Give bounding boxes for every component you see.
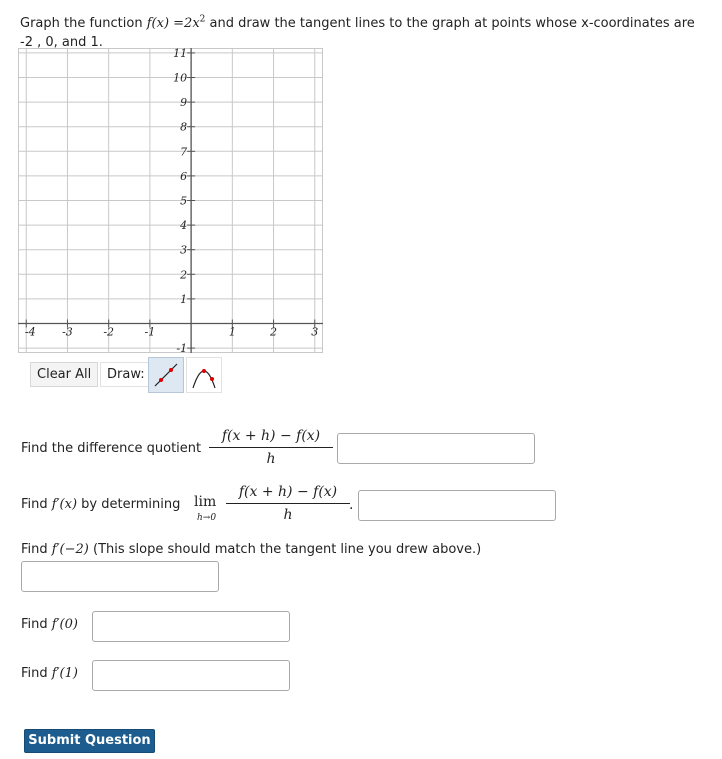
q2-period: . — [349, 497, 354, 513]
y-tick-label: 1 — [180, 292, 188, 306]
y-tick-label: 3 — [180, 243, 188, 257]
question-prompt — [20, 14, 715, 52]
parabola-tool-button[interactable] — [186, 357, 222, 393]
q2-lim: lim — [194, 494, 217, 510]
q1-denominator: h — [266, 451, 276, 467]
q5-expr: f′(1) — [51, 666, 78, 681]
x-tick-label: -3 — [62, 325, 73, 339]
clear-all-button[interactable]: Clear All — [30, 362, 98, 387]
function-exponent: 2 — [199, 14, 206, 25]
line-tool-icon — [149, 358, 183, 392]
q2-answer-input[interactable] — [358, 490, 556, 521]
x-tick-label: 2 — [270, 325, 278, 339]
q2-lim-sub: h→0 — [197, 513, 217, 523]
prompt-line2: -2 , 0, and 1. — [20, 35, 103, 50]
y-tick-label: 10 — [173, 71, 188, 85]
x-tick-label: -1 — [144, 325, 156, 339]
function-expression: $f(x) =2x^2$ — [146, 14, 206, 31]
q2-denominator: h — [283, 507, 293, 523]
y-tick-label: 5 — [180, 194, 188, 208]
q1-numerator: f(x + h) − f(x) — [221, 428, 321, 444]
q3-expr: f′(−2) — [51, 542, 89, 557]
q3-label: Find f′(−2) (This slope should match the tangent line you drew above.) — [21, 542, 482, 557]
q1-answer-input[interactable] — [337, 433, 535, 464]
y-tick-label: 9 — [180, 96, 188, 110]
y-tick-label: 6 — [180, 169, 188, 183]
q2-label: Find f′(x) by determining — [21, 497, 181, 512]
q5-answer-input[interactable] — [92, 660, 290, 691]
x-tick-label: 1 — [228, 325, 236, 339]
y-tick-label: 2 — [180, 268, 188, 282]
y-tick-label: 7 — [180, 145, 188, 159]
q4-answer-input[interactable] — [92, 611, 290, 642]
prompt-suffix: and draw the tangent lines to the graph at points whose x-coordinates are — [209, 16, 695, 31]
q2-fraction — [226, 484, 350, 523]
q1-label: Find the difference quotient — [21, 441, 202, 456]
q1-fraction — [209, 428, 333, 467]
grid-lines — [18, 48, 323, 353]
y-tick-label: 8 — [180, 120, 188, 134]
y-tick-label: -1 — [176, 342, 188, 353]
line-tool-button[interactable] — [148, 357, 184, 393]
q4-expr: f′(0) — [51, 617, 78, 632]
submit-question-button[interactable]: Submit Question — [24, 729, 155, 753]
q4-label: Find f′(0) — [21, 617, 78, 632]
y-tick-label: 11 — [173, 48, 188, 60]
y-tick-label: 4 — [180, 219, 188, 233]
q3-answer-input[interactable] — [21, 561, 219, 592]
x-tick-label: -2 — [103, 325, 115, 339]
q3-note: (This slope should match the tangent line you drew above.) — [93, 542, 482, 557]
draw-label: Draw: — [100, 362, 152, 387]
x-tick-label: 3 — [311, 325, 319, 339]
q2-numerator: f(x + h) − f(x) — [238, 484, 338, 500]
parabola-tool-icon — [187, 358, 221, 392]
graph-canvas[interactable] — [18, 48, 323, 353]
x-tick-label: -4 — [24, 325, 36, 339]
q5-label: Find f′(1) — [21, 666, 78, 681]
q2-fprime: f′(x) — [51, 497, 78, 512]
prompt-prefix: Graph the function — [20, 16, 143, 31]
